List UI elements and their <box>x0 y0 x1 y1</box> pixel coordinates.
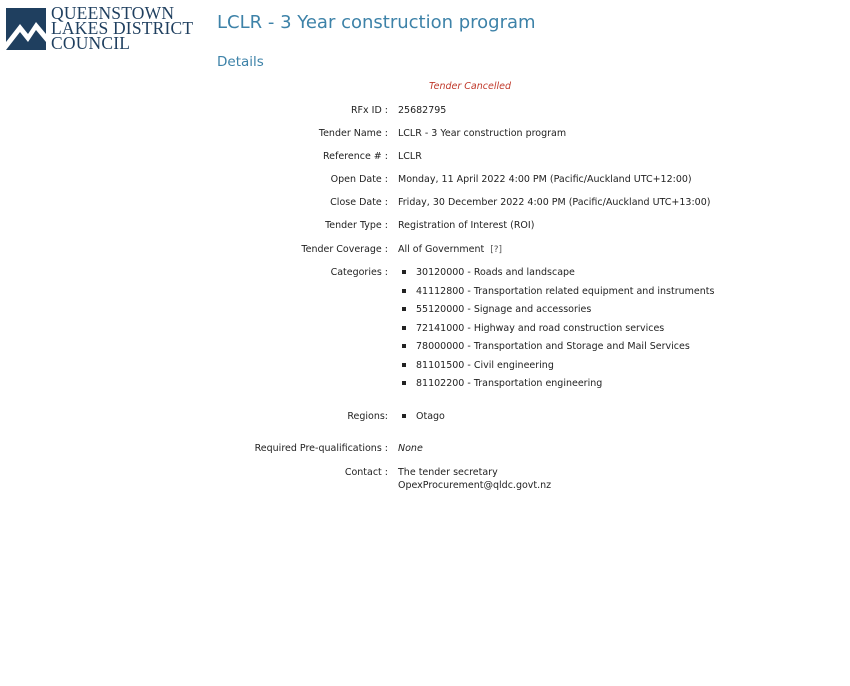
list-item: 30120000 - Roads and landscape <box>398 266 714 285</box>
contact-value <box>398 466 551 492</box>
logo-line-1: QUEENSTOWN <box>51 3 175 23</box>
categories-label: Categories : <box>330 267 388 278</box>
list-item: 81102200 - Transportation engineering <box>398 377 714 396</box>
regions-list <box>398 410 445 429</box>
coverage-help-link[interactable]: [?] <box>490 245 503 255</box>
list-item: 81101500 - Civil engineering <box>398 359 714 378</box>
page-title: LCLR - 3 Year construction program <box>217 12 536 33</box>
mountain-logo-icon <box>6 8 46 50</box>
section-title: Details <box>217 54 264 70</box>
logo-wordmark <box>51 3 194 53</box>
council-logo[interactable] <box>6 3 194 53</box>
contact-email[interactable]: OpexProcurement@qldc.govt.nz <box>398 480 552 491</box>
logo-line-3: COUNCIL <box>51 33 131 53</box>
open-date-value: Monday, 11 April 2022 4:00 PM (Pacific/Auckland UTC+12:00) <box>398 174 692 185</box>
logo-line-2: LAKES DISTRICT <box>51 18 194 38</box>
categories-list <box>398 266 714 396</box>
rfx-id-value: 25682795 <box>398 105 447 116</box>
tender-coverage-value-wrap <box>398 243 502 257</box>
status-badge: Tender Cancelled <box>429 81 511 92</box>
tender-type-label: Tender Type : <box>325 220 388 231</box>
tender-coverage-value: All of Government <box>398 244 485 255</box>
list-item: 41112800 - Transportation related equipment and instruments <box>398 285 714 304</box>
reference-value: LCLR <box>398 151 422 162</box>
regions-list-wrap <box>398 410 445 429</box>
list-item: 55120000 - Signage and accessories <box>398 303 714 322</box>
prequal-value: None <box>398 443 423 454</box>
tender-name-value: LCLR - 3 Year construction program <box>398 128 567 139</box>
close-date-label: Close Date : <box>330 197 388 208</box>
prequal-label: Required Pre-qualifications : <box>254 443 388 454</box>
list-item: 78000000 - Transportation and Storage and Mail Services <box>398 340 714 359</box>
tender-name-label: Tender Name : <box>318 128 388 139</box>
tender-type-value: Registration of Interest (ROI) <box>398 220 535 231</box>
categories-list-wrap <box>398 266 714 396</box>
list-item: 72141000 - Highway and road construction services <box>398 322 714 341</box>
regions-label: Regions: <box>347 411 388 422</box>
rfx-id-label: RFx ID : <box>350 105 388 116</box>
reference-label: Reference # : <box>322 151 388 162</box>
tender-coverage-label: Tender Coverage : <box>301 244 388 255</box>
contact-name: The tender secretary <box>398 467 498 478</box>
open-date-label: Open Date : <box>330 174 388 185</box>
list-item: Otago <box>398 410 445 429</box>
contact-label: Contact : <box>344 467 388 478</box>
close-date-value: Friday, 30 December 2022 4:00 PM (Pacific/Auckland UTC+13:00) <box>398 197 711 208</box>
